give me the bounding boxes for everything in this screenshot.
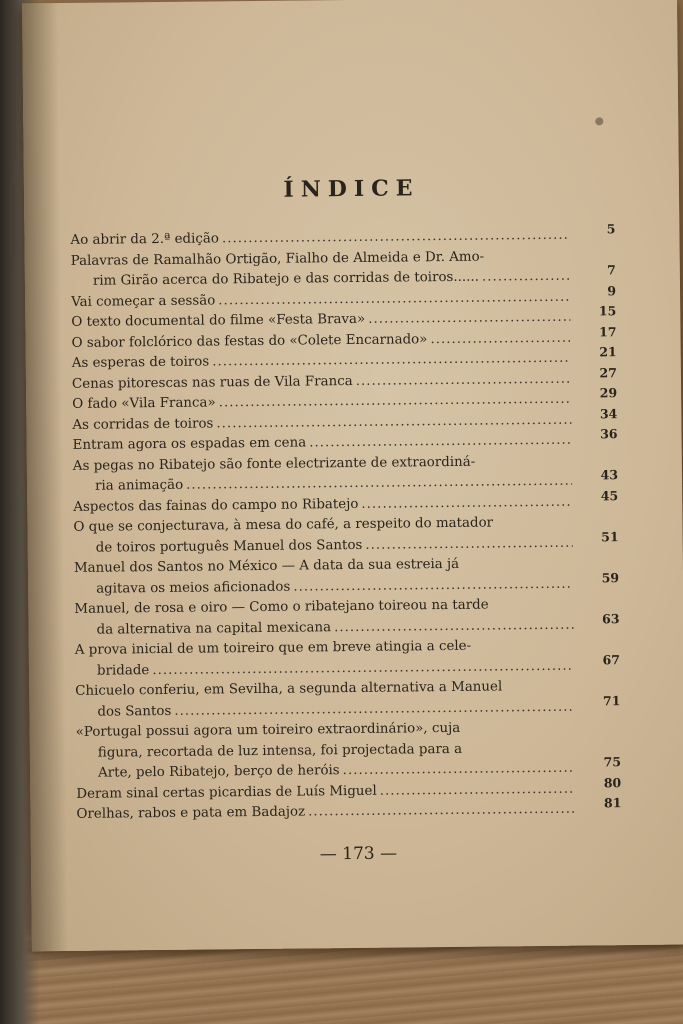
toc-entry-text: O fado «Vila Franca» — [72, 395, 216, 412]
toc-entry — [74, 553, 619, 600]
toc-entry-text: bridade — [96, 662, 150, 679]
toc-entry-text: Arte, pelo Ribatejo, berço de heróis — [98, 763, 340, 781]
dot-leader — [343, 759, 576, 782]
toc-entry-text: ria animação — [94, 477, 184, 494]
toc-entry-text: Manuel dos Santos no México — A data da sua estreia já — [73, 556, 460, 576]
dot-leader — [309, 431, 572, 454]
toc-page-number: 80 — [603, 774, 622, 790]
toc-entry-text: Cenas pitorescas nas ruas de Vila Franca — [71, 373, 353, 392]
toc-entry-text: O que se conjecturava, à mesa do café, a respeito do matador — [73, 515, 494, 535]
toc-entry-text: Orelhas, rabos e pata em Badajoz — [76, 804, 306, 822]
dot-leader — [308, 800, 576, 823]
toc-entry-text: A prova inicial de um toireiro que em breve atingia a cele- — [74, 638, 472, 658]
toc-entry-text: Palavras de Ramalhão Ortigão, Fialho de Almeida e Dr. Amo- — [70, 249, 485, 269]
toc-entry — [75, 676, 620, 723]
toc-entry-text: da alternativa na capital mexicana — [96, 619, 332, 638]
dot-leader — [356, 369, 572, 392]
dot-leader — [380, 779, 576, 802]
toc-page-number: 27 — [599, 364, 617, 380]
toc-page-number: 43 — [600, 467, 619, 483]
toc-entry — [76, 795, 622, 825]
toc-entry-text: rim Girão acerca do Ribatejo e das corridas de toiros...... — [92, 269, 480, 289]
toc-page-number: 17 — [598, 323, 617, 339]
toc-entry-text: As corridas de toiros — [72, 415, 214, 433]
toc-entry-text: As esperas de toiros — [71, 354, 210, 371]
toc-page-number: 36 — [600, 426, 618, 442]
dot-leader — [334, 615, 574, 638]
toc-page-number: 45 — [600, 487, 619, 503]
toc-entry-text: Deram sinal certas picardias de Luís Miguel — [76, 783, 377, 802]
toc-page-number: 5 — [606, 221, 616, 237]
toc-entry-text: Aspectos das fainas do campo no Ribatejo — [73, 496, 359, 515]
toc-page-number: 81 — [603, 795, 622, 811]
toc-entry — [75, 635, 620, 682]
toc-entry — [71, 246, 616, 293]
index-title: ÍNDICE — [283, 175, 420, 203]
toc-page-number: 67 — [602, 651, 620, 667]
toc-entry — [73, 451, 618, 498]
toc-entry-text: «Portugal possui agora um toireiro extraordinário», cuja — [75, 720, 461, 740]
toc-entry-text: Entram agora os espadas em cena — [72, 435, 307, 453]
toc-entry-text: agitava os meios aficionados — [96, 579, 291, 597]
table-of-contents — [70, 221, 622, 825]
toc-entry-text: Manuel, de rosa e oiro — Como o ribatejano toireou na tarde — [74, 597, 489, 617]
toc-entry-text: figura, recortada de luz intensa, foi projectada para a — [97, 741, 463, 761]
toc-entry-text: Chicuelo conferiu, em Sevilha, a segunda alternativa a Manuel — [75, 679, 503, 699]
toc-page-number: 15 — [598, 303, 617, 319]
toc-entry — [76, 717, 622, 784]
toc-entry-text: As pegas no Ribatejo são fonte electrizante de extraordiná- — [72, 454, 476, 474]
dot-leader — [430, 328, 570, 350]
toc-entry-line — [76, 800, 575, 826]
toc-entry-text: Vai começar a sessão — [71, 292, 216, 310]
toc-page-number: 21 — [599, 344, 617, 360]
toc-entry — [73, 512, 618, 559]
toc-page-number: 7 — [607, 262, 616, 278]
toc-entry — [74, 594, 619, 641]
page-number-footer: — 173 — — [319, 843, 398, 865]
dot-leader — [361, 492, 572, 515]
toc-entry-text: dos Santos — [97, 703, 172, 720]
toc-page-number: 29 — [599, 385, 618, 401]
toc-entry-text: O texto documental do filme «Festa Brava» — [71, 311, 366, 330]
toc-entry-text: Ao abrir da 2.ª edição — [70, 231, 219, 248]
toc-page-number: 71 — [602, 692, 621, 708]
toc-page-number: 51 — [601, 528, 619, 544]
toc-entry-text: O sabor folclórico das festas do «Colete Encarnado» — [71, 331, 428, 351]
toc-page-number: 9 — [607, 282, 617, 298]
dot-leader — [365, 533, 573, 556]
paper-stain — [595, 117, 603, 125]
toc-page-number: 59 — [601, 569, 620, 585]
dot-leader — [482, 267, 570, 288]
toc-entry-text: de toiros português Manuel dos Santos — [95, 537, 363, 556]
toc-page-number: 75 — [603, 754, 622, 770]
toc-page-number: 34 — [599, 405, 618, 421]
dot-leader — [368, 308, 570, 331]
dot-leader — [293, 574, 573, 597]
toc-page-number: 63 — [602, 610, 620, 626]
book-page — [22, 0, 683, 951]
